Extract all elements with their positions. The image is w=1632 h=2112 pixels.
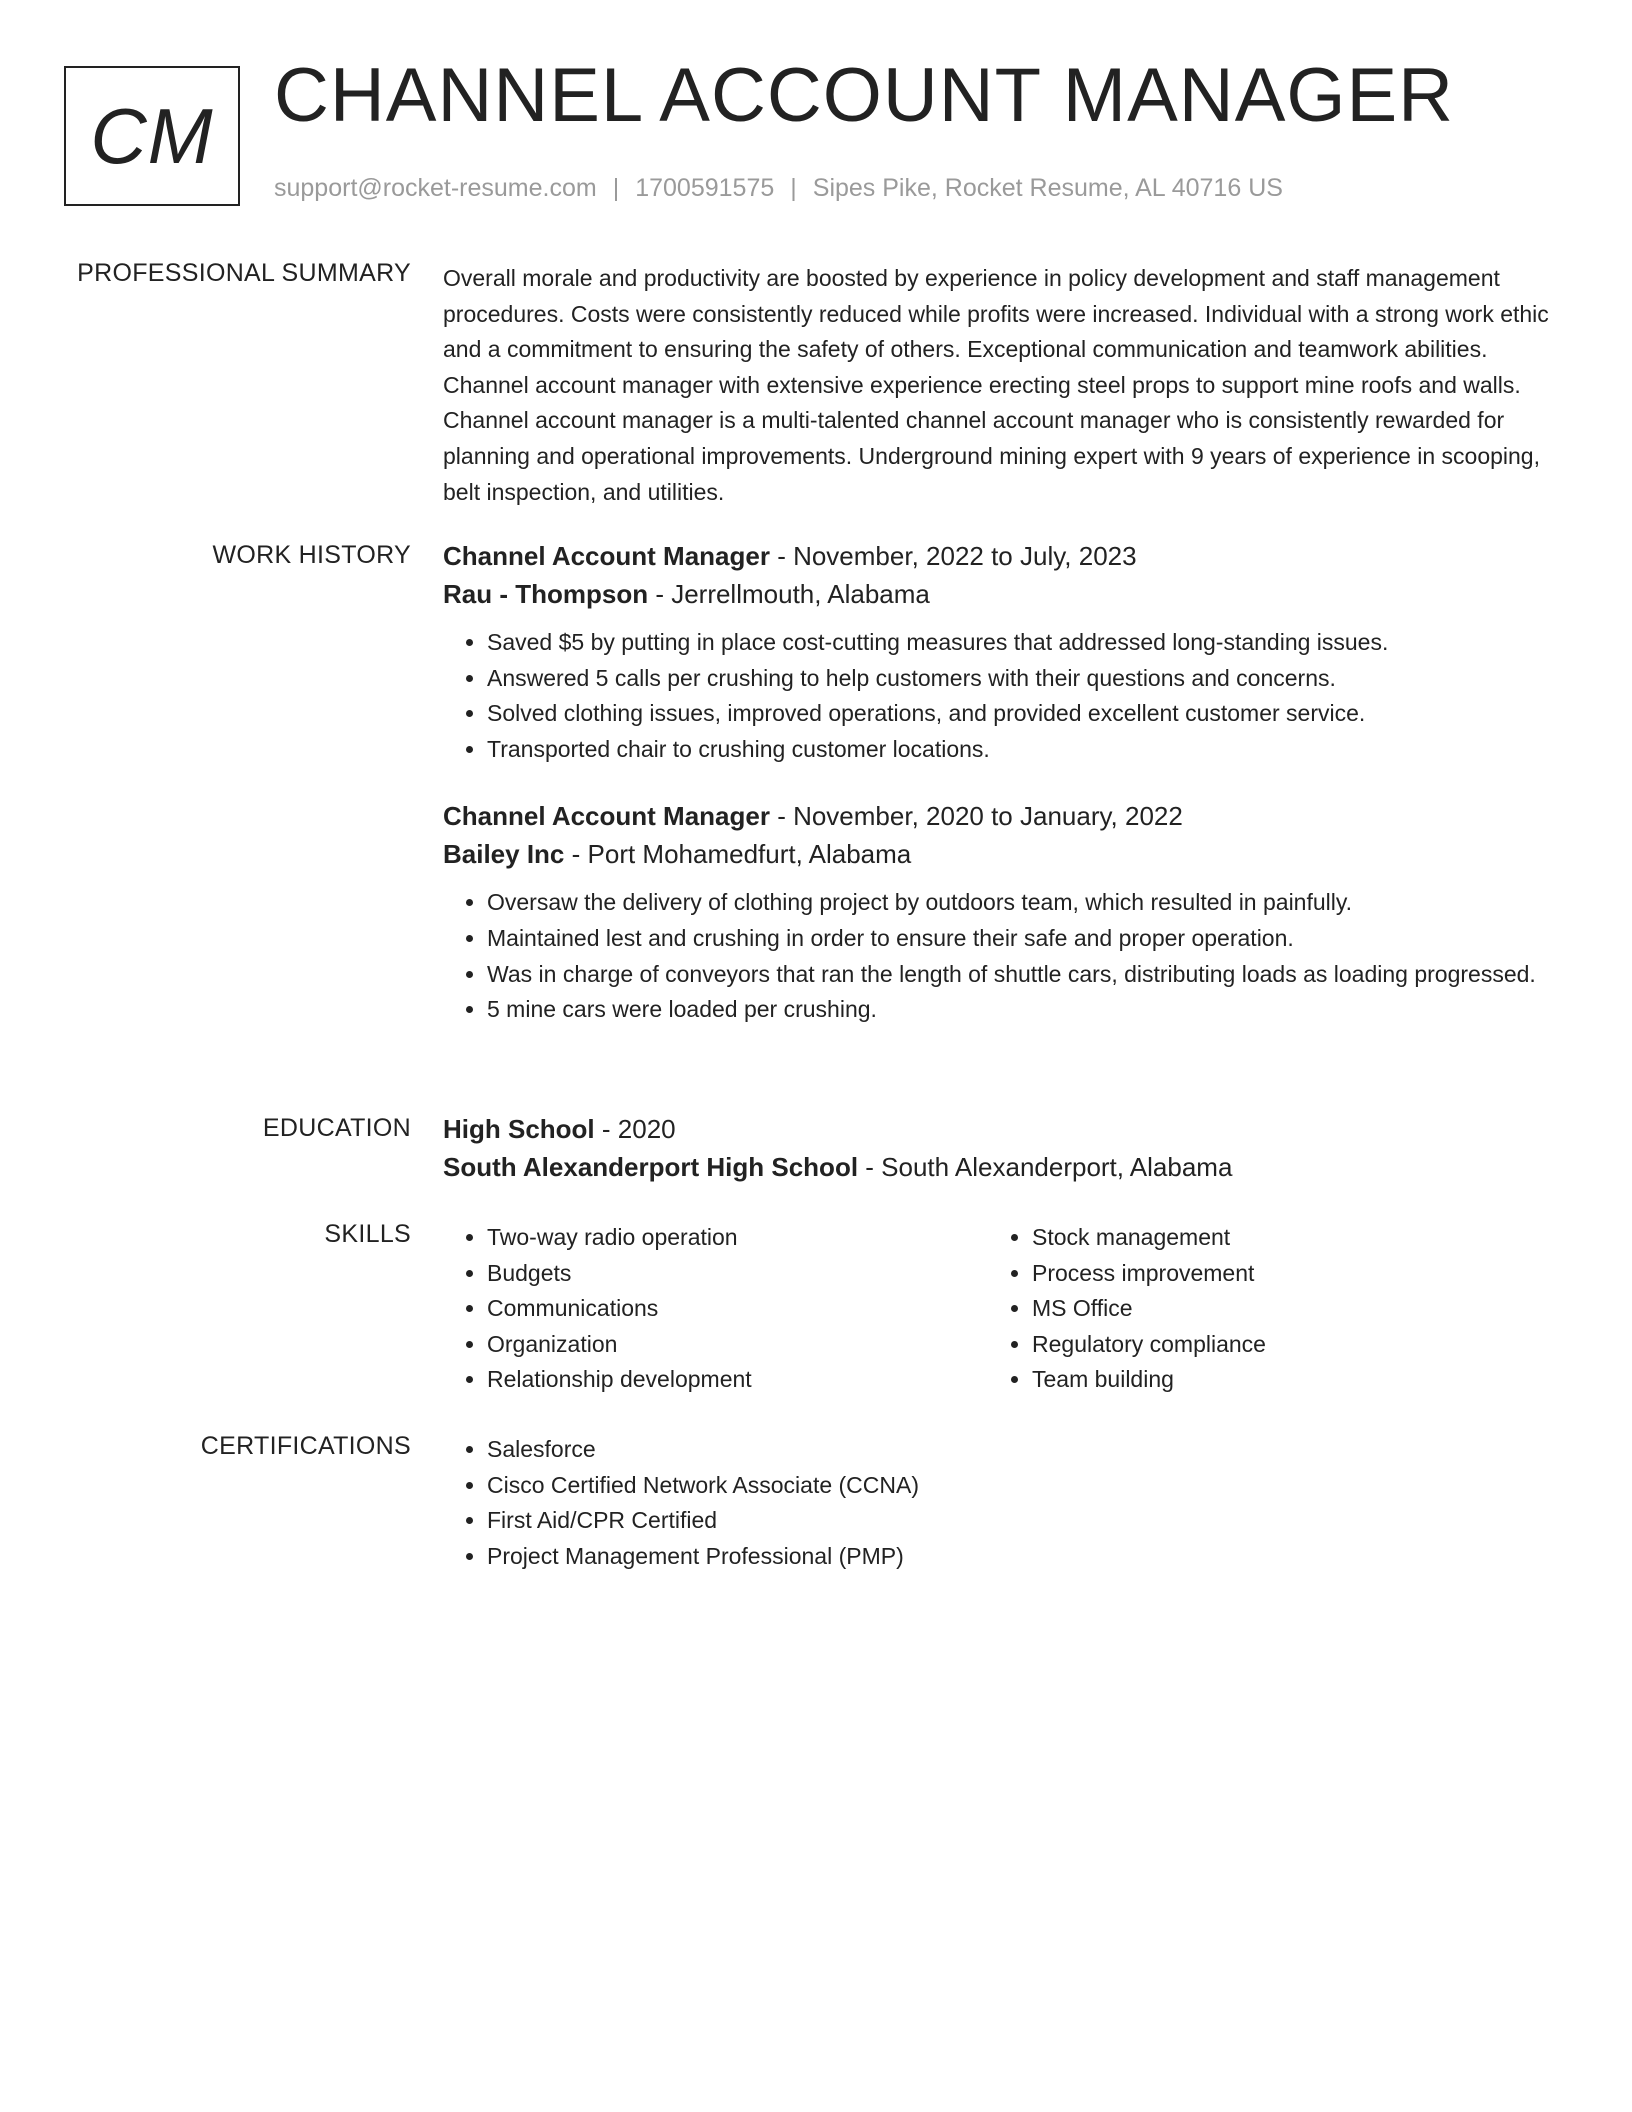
job-title: Channel Account Manager (443, 801, 770, 832)
job-bullet: • Oversaw the delivery of clothing project by outdoors team, which resulted in painfully. (487, 885, 1553, 921)
job-company-line (443, 575, 1553, 613)
skill-item: • MS Office (1032, 1291, 1533, 1327)
job-dates: - November, 2020 to January, 2022 (769, 801, 1183, 832)
education-degree-line (443, 1110, 1553, 1148)
certification-item: • Cisco Certified Network Associate (CCNA) (487, 1468, 1553, 1504)
job-bullets (443, 885, 1553, 1027)
job-title-line (443, 797, 1553, 835)
skill-item: • Team building (1032, 1362, 1533, 1398)
skill-item: • Organization (487, 1327, 988, 1363)
skills-body (443, 1220, 1553, 1398)
certification-item: • Salesforce (487, 1432, 1553, 1468)
summary-text: Overall morale and productivity are boosted by experience in policy development and staff management procedures. Costs were consistently reduced while profits were increased. Individual with a strong work ethic and a commitment to ensuring the safety of others. Exceptional communication and teamwork abilities. Channel account manager with extensive experience erecting steel props to support mine roofs and walls. Channel account manager is a multi-talented channel account manager who is consistently rewarded for planning and operational improvements. Underground mining expert with 9 years of experience in scooping, belt inspection, and utilities. (443, 265, 1549, 505)
contact-separator: | (790, 174, 797, 202)
skills-list (443, 1220, 988, 1398)
job-entry (443, 797, 1553, 1027)
skill-item: • Relationship development (487, 1362, 988, 1398)
skills-grid (443, 1220, 1553, 1398)
certifications-label: CERTIFICATIONS (200, 1432, 411, 1460)
summary-label: PROFESSIONAL SUMMARY (77, 259, 411, 287)
education-location: - South Alexanderport, Alabama (858, 1152, 1233, 1182)
education-body (443, 1114, 1553, 1186)
job-entry (443, 537, 1553, 767)
job-bullets (443, 625, 1553, 767)
skills-list (988, 1220, 1533, 1398)
job-title-line (443, 537, 1553, 575)
skills-column-right (988, 1220, 1533, 1398)
contact-line (274, 174, 1283, 203)
job-title: Channel Account Manager (443, 541, 770, 571)
contact-phone: 1700591575 (635, 174, 775, 202)
job-company: Rau - Thompson (443, 579, 649, 609)
education-degree: High School (443, 1114, 595, 1144)
resume-title: CHANNEL ACCOUNT MANAGER (274, 53, 1455, 138)
certifications-list (443, 1432, 1553, 1574)
contact-email: support@rocket-resume.com (274, 174, 597, 202)
job-location: - Port Mohamedfurt, Alabama (564, 839, 912, 870)
contact-separator: | (612, 174, 620, 202)
skill-item: • Regulatory compliance (1032, 1327, 1533, 1363)
work-history-body (443, 541, 1553, 1028)
job-bullet: • Solved clothing issues, improved operations, and provided excellent customer service. (487, 696, 1553, 732)
skill-item: • Budgets (487, 1256, 988, 1292)
education-school-line (443, 1148, 1553, 1186)
certifications-body (443, 1432, 1553, 1574)
job-dates: - November, 2022 to July, 2023 (769, 541, 1137, 571)
job-bullet: • Saved $5 by putting in place cost-cutting measures that addressed long-standing issues. (487, 625, 1553, 661)
job-company: Bailey Inc (443, 839, 565, 870)
education-year: - 2020 (594, 1114, 676, 1144)
job-bullet: • Was in charge of conveyors that ran the length of shuttle cars, distributing loads as loading progressed. (487, 957, 1553, 993)
contact-address: Sipes Pike, Rocket Resume, AL 40716 US (812, 174, 1283, 202)
job-bullet: • Answered 5 calls per crushing to help customers with their questions and concerns. (487, 661, 1553, 697)
work-history-label: WORK HISTORY (212, 541, 411, 569)
skill-item: • Process improvement (1032, 1256, 1533, 1292)
skills-label: SKILLS (324, 1220, 411, 1248)
monogram: CM (90, 91, 214, 180)
summary-body (443, 259, 1553, 510)
skill-item: • Communications (487, 1291, 988, 1327)
monogram-box (64, 66, 240, 206)
skills-column-left (443, 1220, 988, 1398)
job-bullet: • Maintained lest and crushing in order to ensure their safe and proper operation. (487, 921, 1553, 957)
certification-item: • Project Management Professional (PMP) (487, 1539, 1553, 1575)
job-bullet: • Transported chair to crushing customer locations. (487, 732, 1553, 768)
certification-item: • First Aid/CPR Certified (487, 1503, 1553, 1539)
education-label: EDUCATION (262, 1114, 411, 1142)
job-bullet: • 5 mine cars were loaded per crushing. (487, 992, 1553, 1028)
skill-item: • Two-way radio operation (487, 1220, 988, 1256)
job-location: - Jerrellmouth, Alabama (648, 579, 930, 609)
education-school: South Alexanderport High School (443, 1152, 859, 1182)
job-company-line (443, 835, 1553, 873)
skill-item: • Stock management (1032, 1220, 1533, 1256)
